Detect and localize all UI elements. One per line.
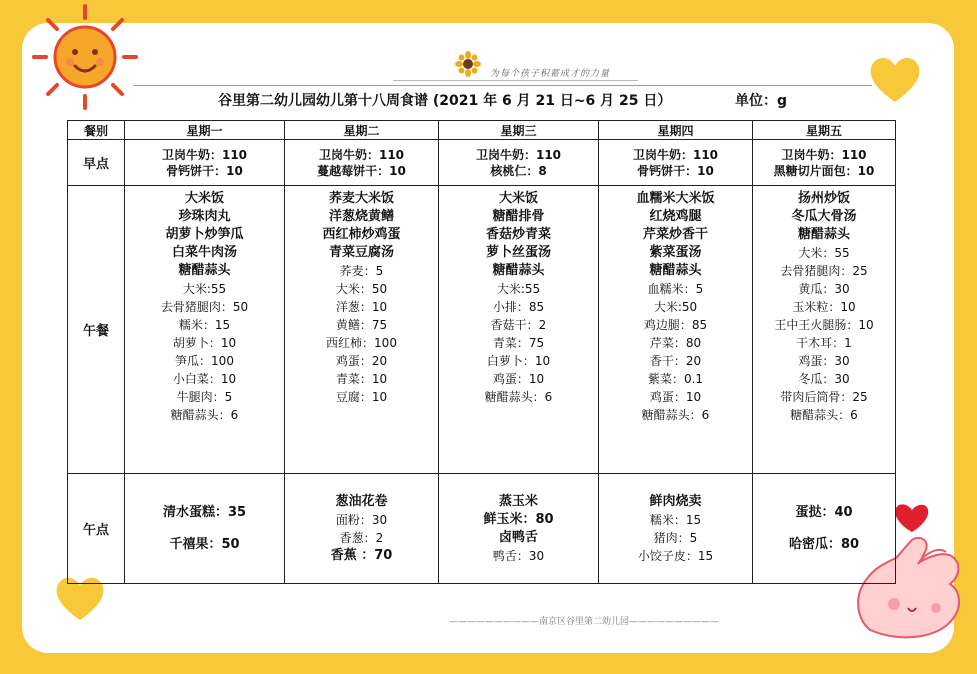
snack-item: 香蕉 ：70 [330, 547, 393, 563]
dish-name: 西红柿炒鸡蛋 [322, 227, 401, 242]
dish-name: 洋葱烧黄鳝 [328, 209, 394, 224]
snack-item: 葱油花卷 [335, 493, 388, 509]
snack-cell [599, 474, 753, 584]
dish-name: 青菜豆腐汤 [328, 245, 394, 260]
ingredient-amount: 鸡蛋：10 [649, 390, 702, 404]
ingredient-amount: 糖醋蒜头：6 [641, 408, 710, 422]
unit-label: 单位：g [735, 93, 788, 109]
ingredient-amount: 糖醋蒜头：6 [170, 408, 239, 422]
dish-name: 糖醋排骨 [492, 209, 545, 224]
snack-cell [285, 474, 439, 584]
ingredient-amount: 带肉后筒骨：25 [780, 390, 868, 404]
ingredient-amount: 黄瓜：30 [798, 282, 850, 296]
ingredient-amount: 大米：55 [798, 246, 850, 260]
ingredient-amount: 干木耳：1 [796, 336, 852, 350]
header-tuesday: 星期二 [285, 121, 439, 140]
dish-name: 冬瓜大骨汤 [791, 209, 857, 224]
header-thursday: 星期四 [599, 121, 753, 140]
row-label-lunch: 午餐 [68, 186, 125, 474]
ingredient-amount: 小白菜：10 [172, 372, 237, 386]
slogan-underline [393, 80, 638, 81]
ingredient-amount: 大米:55 [496, 282, 541, 296]
snack-item: 卤鸭舌 [498, 529, 538, 545]
ingredient-amount: 去骨猪腿肉：50 [160, 300, 249, 314]
lunch-cell [599, 186, 753, 474]
ingredient-amount: 洋葱：10 [335, 300, 388, 314]
breakfast-item: 卫岗牛奶：110 [632, 147, 719, 162]
header-row [68, 121, 896, 140]
ingredient-amount: 大米:55 [182, 282, 227, 296]
snack-item: 鲜玉米：80 [483, 511, 554, 527]
lunch-cell [125, 186, 285, 474]
ingredient-amount: 香葱：2 [339, 530, 384, 545]
ingredient-amount: 西红柿：100 [326, 336, 397, 350]
lunch-cell [439, 186, 599, 474]
snack-item: 蛋挞：40 [795, 504, 853, 520]
breakfast-cell [125, 140, 285, 186]
snack-item: 哈密瓜：80 [788, 536, 860, 552]
breakfast-item: 卫岗牛奶：110 [781, 147, 867, 162]
ingredient-amount: 血糯米：5 [647, 282, 704, 296]
dish-name: 珍珠肉丸 [178, 209, 231, 224]
breakfast-cell [439, 140, 599, 186]
dish-name: 糖醋蒜头 [649, 263, 702, 278]
ingredient-amount: 小饺子皮：15 [637, 548, 714, 563]
ingredient-amount: 豆腐：10 [335, 390, 388, 404]
ingredient-amount: 鸡蛋：10 [492, 372, 545, 386]
ingredient-amount: 鸭舌：30 [492, 548, 545, 563]
ingredient-amount: 大米:50 [653, 300, 698, 314]
dish-name: 糖醋蒜头 [492, 263, 545, 278]
ingredient-amount: 王中王火腿肠：10 [774, 318, 874, 332]
dish-name: 红烧鸡腿 [649, 209, 702, 224]
ingredient-amount: 香菇干：2 [490, 318, 547, 332]
snack-item: 清水蛋糕：35 [162, 504, 247, 520]
ingredient-amount: 香干：20 [649, 354, 702, 368]
dish-name: 香菇炒青菜 [485, 227, 551, 242]
ingredient-amount: 大米：50 [335, 282, 388, 296]
ingredient-amount: 糯米：15 [178, 318, 231, 332]
ingredient-amount: 鸡蛋：20 [335, 354, 388, 368]
header-monday: 星期一 [125, 121, 285, 140]
dish-name: 大米饭 [184, 191, 224, 206]
dish-name: 芹菜炒香干 [642, 227, 708, 242]
breakfast-item: 卫岗牛奶：110 [161, 147, 248, 162]
dish-name: 胡萝卜炒笋瓜 [165, 227, 244, 242]
breakfast-item: 核桃仁：8 [490, 163, 547, 178]
breakfast-item: 骨钙饼干：10 [166, 163, 243, 178]
dish-name: 大米饭 [498, 191, 538, 206]
lunch-row [68, 186, 896, 474]
slogan: 为每个孩子积蓄成才的力量 [490, 69, 611, 79]
ingredient-amount: 紫菜：0.1 [647, 372, 704, 386]
dish-name: 萝卜丝蛋汤 [485, 245, 551, 260]
ingredient-amount: 猪肉：5 [653, 530, 698, 545]
breakfast-row [68, 140, 896, 186]
snack-cell [439, 474, 599, 584]
sunflower-icon [455, 51, 481, 77]
header-friday: 星期五 [753, 121, 896, 140]
ingredient-amount: 玉米粒：10 [792, 300, 856, 314]
row-label-breakfast: 早点 [68, 140, 125, 186]
ingredient-amount: 青菜：10 [335, 372, 388, 386]
ingredient-amount: 去骨猪腿肉：25 [780, 264, 868, 278]
ingredient-amount: 小排：85 [492, 300, 545, 314]
ingredient-amount: 面粉：30 [335, 512, 388, 527]
spacer [125, 522, 284, 536]
snack-item: 鲜肉烧卖 [649, 493, 702, 509]
ingredient-amount: 牛腿肉：5 [176, 390, 233, 404]
lunch-cell [285, 186, 439, 474]
dish-name: 血糯米大米饭 [636, 191, 715, 206]
breakfast-item: 骨钙饼干：10 [637, 163, 714, 178]
ingredient-amount: 鸡蛋：30 [798, 354, 850, 368]
sun-icon [30, 2, 140, 112]
snack-cell [753, 474, 896, 584]
dish-name: 糖醋蒜头 [178, 263, 231, 278]
ingredient-amount: 糖醋蒜头：6 [484, 390, 553, 404]
header-meal: 餐别 [68, 121, 125, 140]
dish-name: 紫菜蛋汤 [649, 245, 702, 260]
breakfast-cell [285, 140, 439, 186]
heart-icon [866, 54, 924, 104]
page-title: 谷里第二幼儿园幼儿第十八周食谱 (2021 年 6 月 21 日~6 月 25 日） [218, 93, 672, 109]
snack-item: 千禧果：50 [169, 536, 240, 552]
snack-row [68, 474, 896, 584]
title-underline [134, 85, 872, 86]
ingredient-amount: 糖醋蒜头：6 [790, 408, 858, 422]
header-wednesday: 星期三 [439, 121, 599, 140]
ingredient-amount: 芹菜：80 [649, 336, 702, 350]
breakfast-item: 卫岗牛奶：110 [475, 147, 562, 162]
dish-name: 糖醋蒜头 [797, 227, 850, 242]
dish-name: 扬州炒饭 [797, 191, 850, 206]
ingredient-amount: 白萝卜：10 [486, 354, 551, 368]
spacer [753, 522, 895, 536]
ingredient-amount: 冬瓜：30 [798, 372, 850, 386]
ingredient-amount: 黄鳝：75 [335, 318, 388, 332]
row-label-snack: 午点 [68, 474, 125, 584]
breakfast-cell [599, 140, 753, 186]
ingredient-amount: 青菜：75 [492, 336, 545, 350]
ingredient-amount: 胡萝卜：10 [172, 336, 237, 350]
menu-table [67, 120, 896, 584]
snack-item: 蒸玉米 [498, 493, 538, 509]
ingredient-amount: 鸡边腿：85 [643, 318, 708, 332]
ingredient-amount: 笋瓜：100 [175, 354, 234, 368]
breakfast-item: 蔓越莓饼干：10 [317, 163, 406, 178]
ingredient-amount: 荞麦：5 [339, 264, 384, 278]
breakfast-cell [753, 140, 896, 186]
ingredient-amount: 糯米：15 [649, 512, 702, 527]
dish-name: 白菜牛肉汤 [171, 245, 237, 260]
breakfast-item: 卫岗牛奶：110 [318, 147, 405, 162]
breakfast-item: 黑糖切片面包：10 [773, 163, 875, 178]
dish-name: 荞麦大米饭 [328, 191, 394, 206]
snack-cell [125, 474, 285, 584]
lunch-cell [753, 186, 896, 474]
footer-text: ——————————南京区谷里第二幼儿园—————————— [449, 617, 720, 627]
